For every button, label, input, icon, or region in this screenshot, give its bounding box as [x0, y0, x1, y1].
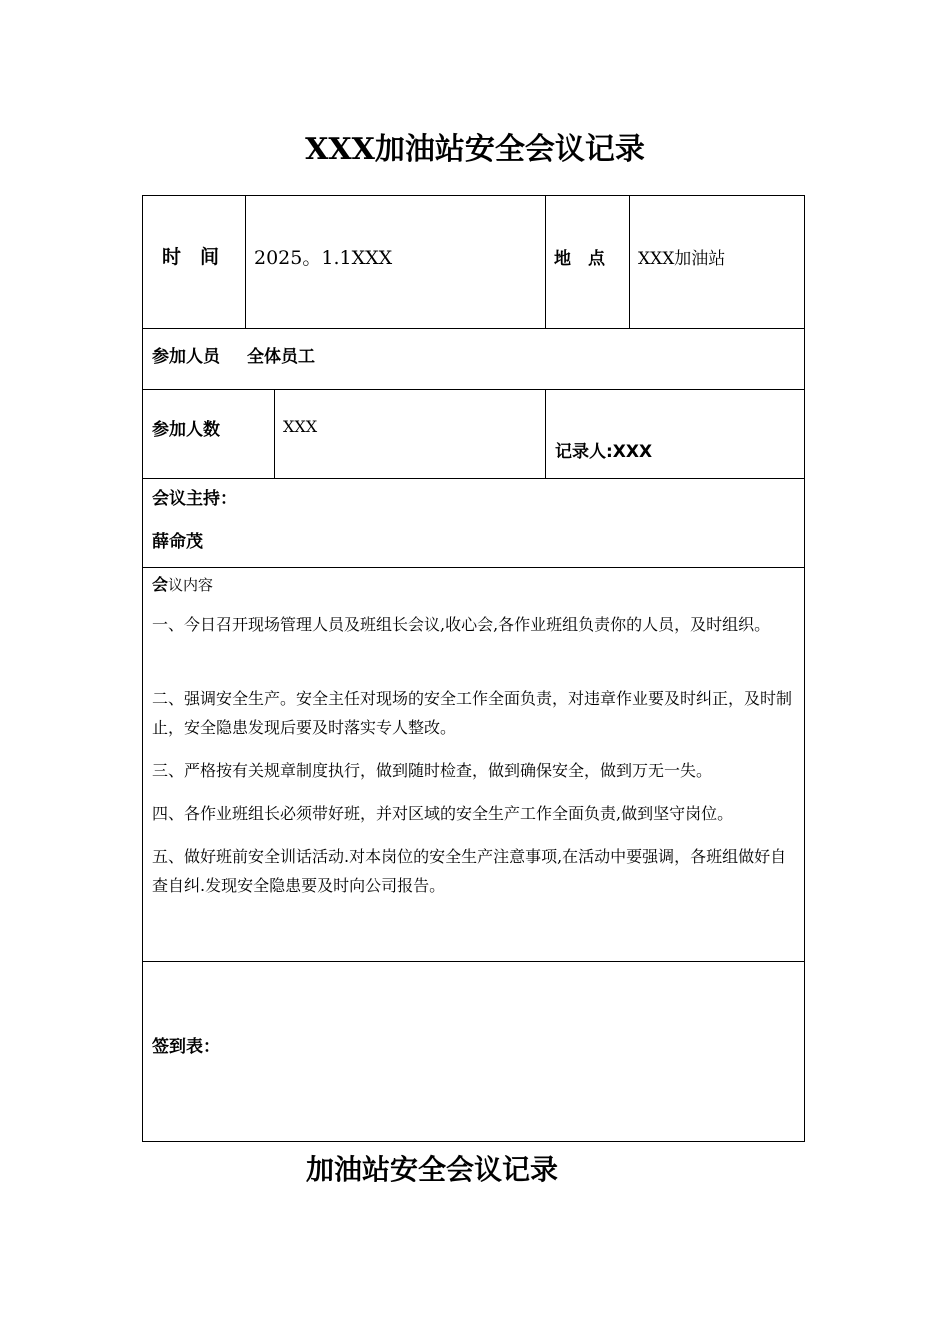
- content-item-4: 四、各作业班组长必须带好班，并对区域的安全生产工作全面负责,做到坚守岗位。: [152, 804, 734, 823]
- place-label: 地 点: [554, 249, 605, 269]
- attendees-value: 全体员工: [247, 347, 315, 367]
- host-value: 薛命茂: [152, 532, 203, 552]
- time-value-cell: [245, 195, 546, 329]
- time-value: 2025。1.1XXX: [254, 247, 393, 269]
- content-item-3: 三、严格按有关规章制度执行，做到随时检查，做到确保安全，做到万无一失。: [152, 761, 713, 780]
- place-value: XXX加油站: [638, 249, 726, 269]
- time-label: 时 间: [162, 246, 220, 268]
- recorder-cell: [545, 389, 805, 479]
- signin-label: 签到表：: [152, 1037, 220, 1057]
- count-value: XXX: [283, 417, 318, 436]
- recorder: 记录人:XXX: [555, 442, 653, 462]
- signin-cell: [142, 961, 805, 1142]
- time-label-cell: [142, 195, 246, 329]
- count-label-cell: [142, 389, 275, 479]
- attendees-label: 参加人员: [152, 347, 220, 367]
- host-row: [142, 478, 805, 568]
- count-label: 参加人数: [152, 420, 220, 440]
- content-item-5: 五、做好班前安全训话活动.对本岗位的安全生产注意事项,在活动中要强调，各班组做好自查自纠.发现安全隐患要及时向公司报告。: [152, 847, 787, 895]
- content-heading-rest: 议内容: [168, 576, 214, 594]
- content-heading: [152, 572, 213, 595]
- content-cell: [142, 567, 805, 962]
- content-item-1: 一、今日召开现场管理人员及班组长会议,收心会,各作业班组负责你的人员，及时组织。: [152, 615, 771, 634]
- document-title: XXX加油站安全会议记录: [305, 132, 645, 167]
- place-value-cell: [629, 195, 805, 329]
- footer-title: 加油站安全会议记录: [305, 1153, 558, 1186]
- place-label-cell: [545, 195, 630, 329]
- content-item-2: 二、强调安全生产。安全主任对现场的安全工作全面负责，对违章作业要及时纠正，及时制止，安全隐患发现后要及时落实专人整改。: [152, 689, 793, 737]
- attendees-row: [142, 328, 805, 390]
- host-label: 会议主持：: [152, 489, 237, 509]
- content-heading-first: 会: [152, 575, 169, 594]
- count-value-cell: [274, 389, 546, 479]
